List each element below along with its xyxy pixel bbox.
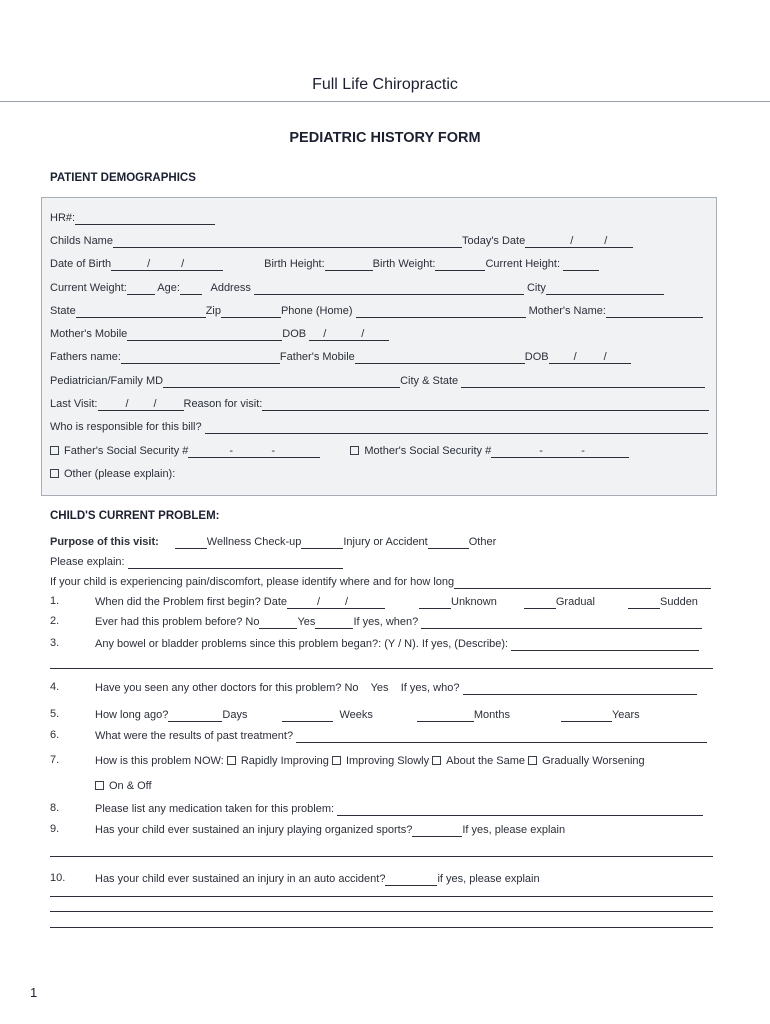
gradual-label: Gradual xyxy=(555,596,595,608)
q5-row xyxy=(95,708,640,722)
q2-no-field[interactable] xyxy=(259,617,297,629)
q7-row-2 xyxy=(95,779,152,793)
months-field[interactable] xyxy=(417,710,474,722)
address-field[interactable] xyxy=(254,283,524,295)
form-title: PEDIATRIC HISTORY FORM xyxy=(289,130,481,146)
q4-number: 4. xyxy=(50,681,60,693)
fathers-ssn-label: Father's Social Security # xyxy=(64,445,189,457)
mothers-mobile-field[interactable] xyxy=(127,329,282,341)
birth-row xyxy=(50,257,599,271)
unknown-field[interactable] xyxy=(419,597,451,609)
other-purpose-label: Other xyxy=(468,536,497,548)
q6-number: 6. xyxy=(50,729,60,741)
hr-row xyxy=(50,211,215,225)
about-same-checkbox[interactable] xyxy=(432,756,441,765)
age-label: Age: xyxy=(157,282,180,294)
months-label: Months xyxy=(473,709,510,721)
improving-slowly-label: Improving Slowly xyxy=(345,755,430,767)
rapidly-improving-checkbox[interactable] xyxy=(227,756,236,765)
q7-label: How is this problem NOW: xyxy=(95,755,224,767)
city-state-label: City & State xyxy=(400,375,459,387)
q7-row xyxy=(95,754,645,768)
improving-slowly-checkbox[interactable] xyxy=(332,756,341,765)
other-label: Other (please explain): xyxy=(64,468,176,480)
state-field[interactable] xyxy=(76,306,206,318)
q9-extra-line[interactable] xyxy=(50,856,713,857)
purpose-row xyxy=(50,535,496,549)
mothers-ssn-label: Mother's Social Security # xyxy=(364,445,492,457)
last-visit-label: Last Visit: xyxy=(50,398,98,410)
current-weight-field[interactable] xyxy=(127,283,155,295)
weeks-field[interactable] xyxy=(282,710,333,722)
other-purpose-field[interactable] xyxy=(428,537,469,549)
pediatrician-field[interactable] xyxy=(163,376,400,388)
problem-heading: CHILD'S CURRENT PROBLEM: xyxy=(50,510,220,522)
years-label: Years xyxy=(611,709,640,721)
city-field[interactable] xyxy=(546,283,664,295)
q5-number: 5. xyxy=(50,708,60,720)
gradually-worsening-checkbox[interactable] xyxy=(528,756,537,765)
pain-row xyxy=(50,575,711,589)
dob-field[interactable]: / / xyxy=(111,259,223,271)
other-checkbox[interactable] xyxy=(50,469,59,478)
responsible-field[interactable] xyxy=(205,422,708,434)
fathers-ssn-field[interactable]: - - xyxy=(188,446,320,458)
phone-home-label: Phone (Home) xyxy=(280,305,353,317)
zip-label: Zip xyxy=(205,305,221,317)
pain-label: If your child is experiencing pain/discomfort, please identify where and for how long xyxy=(50,576,455,588)
q3-extra-line[interactable] xyxy=(50,668,713,669)
responsible-label: Who is responsible for this bill? xyxy=(50,421,202,433)
q10-label: Has your child ever sustained an injury in an auto accident? xyxy=(95,873,386,885)
q4-row xyxy=(95,681,697,695)
gradual-field[interactable] xyxy=(524,597,556,609)
q4-label: Have you seen any other doctors for this problem? No xyxy=(95,682,359,694)
q3-field[interactable] xyxy=(511,639,699,651)
q4-yes-label: Yes xyxy=(370,682,389,694)
phone-home-field[interactable] xyxy=(356,306,526,318)
about-same-label: About the Same xyxy=(446,755,526,767)
q5-label: How long ago? xyxy=(95,709,169,721)
current-height-label: Current Height: xyxy=(485,258,561,270)
q8-number: 8. xyxy=(50,802,60,814)
q2-yes-field[interactable] xyxy=(315,617,353,629)
q6-field[interactable] xyxy=(296,731,707,743)
last-visit-field[interactable]: / / xyxy=(98,399,184,411)
days-field[interactable] xyxy=(168,710,222,722)
q1-label: When did the Problem first begin? Date xyxy=(95,596,287,608)
birth-weight-field[interactable] xyxy=(435,259,485,271)
q10-row xyxy=(95,872,540,886)
todays-date-field[interactable]: / / xyxy=(525,236,633,248)
gradually-worsening-label: Gradually Worsening xyxy=(542,755,645,767)
q4-who-field[interactable] xyxy=(463,683,697,695)
sudden-field[interactable] xyxy=(628,597,660,609)
childs-name-row xyxy=(50,234,633,248)
pediatrician-row xyxy=(50,374,705,388)
injury-field[interactable] xyxy=(301,537,343,549)
wellness-field[interactable] xyxy=(175,537,207,549)
last-visit-row xyxy=(50,397,709,411)
mothers-name-label: Mother's Name: xyxy=(528,305,606,317)
mother-dob-field[interactable]: / / xyxy=(309,329,389,341)
q10-explain-label: if yes, please explain xyxy=(437,873,540,885)
father-dob-label: DOB xyxy=(524,351,549,363)
q10-line-3[interactable] xyxy=(50,927,713,928)
page-number: 1 xyxy=(30,985,38,1000)
q2-when-label: If yes, when? xyxy=(353,616,419,628)
header-divider xyxy=(0,101,770,102)
fathers-name-field[interactable] xyxy=(121,352,280,364)
q1-row xyxy=(95,595,698,609)
pain-field[interactable] xyxy=(454,577,711,589)
age-field[interactable] xyxy=(180,283,202,295)
mother-dob-label: DOB xyxy=(282,328,307,340)
q3-row xyxy=(95,637,699,651)
state-label: State xyxy=(50,305,76,317)
mothers-ssn-field[interactable]: - - xyxy=(491,446,629,458)
hr-label: HR#: xyxy=(50,212,76,224)
q9-row xyxy=(95,823,565,837)
q4-who-label: If yes, who? xyxy=(400,682,460,694)
city-label: City xyxy=(526,282,546,294)
reason-label: Reason for visit: xyxy=(183,398,263,410)
mothers-mobile-label: Mother's Mobile xyxy=(50,328,128,340)
birth-weight-label: Birth Weight: xyxy=(372,258,436,270)
address-label: Address xyxy=(210,282,251,294)
demographics-heading: PATIENT DEMOGRAPHICS xyxy=(50,172,196,184)
wellness-label: Wellness Check-up xyxy=(206,536,302,548)
please-explain-label: Please explain: xyxy=(50,556,125,568)
q9-explain-label: If yes, please explain xyxy=(462,824,566,836)
sudden-label: Sudden xyxy=(660,596,698,608)
birth-height-field[interactable] xyxy=(325,259,373,271)
other-row xyxy=(50,467,175,481)
q9-field[interactable] xyxy=(412,825,462,837)
please-explain-field[interactable] xyxy=(128,557,343,569)
q2-yes-label: Yes xyxy=(297,616,316,628)
q10-line-1[interactable] xyxy=(50,896,713,897)
q10-number: 10. xyxy=(50,872,66,884)
days-label: Days xyxy=(222,709,248,721)
birth-height-label: Birth Height: xyxy=(264,258,325,270)
unknown-label: Unknown xyxy=(451,596,497,608)
years-field[interactable] xyxy=(561,710,612,722)
on-off-label: On & Off xyxy=(109,780,152,792)
weeks-label: Weeks xyxy=(339,709,373,721)
fathers-mobile-field[interactable] xyxy=(355,352,525,364)
q3-label: Any bowel or bladder problems since this problem began?: (Y / N). If yes, (Describe): xyxy=(95,638,509,650)
q6-label: What were the results of past treatment? xyxy=(95,730,294,742)
father-dob-field[interactable]: / / xyxy=(549,352,631,364)
pediatrician-label: Pediatrician/Family MD xyxy=(50,375,164,387)
on-off-checkbox[interactable] xyxy=(95,781,104,790)
q10-line-2[interactable] xyxy=(50,911,713,912)
state-row xyxy=(50,304,703,318)
q10-field[interactable] xyxy=(385,874,437,886)
rapidly-improving-label: Rapidly Improving xyxy=(240,755,329,767)
current-height-field[interactable] xyxy=(563,259,599,271)
q8-label: Please list any medication taken for this problem: xyxy=(95,803,335,815)
clinic-name: Full Life Chiropractic xyxy=(312,76,458,93)
zip-field[interactable] xyxy=(221,306,281,318)
childs-name-field[interactable] xyxy=(113,236,462,248)
purpose-label: Purpose of this visit: xyxy=(50,536,159,548)
reason-field[interactable] xyxy=(262,399,709,411)
please-explain-row xyxy=(50,555,343,569)
q2-label: Ever had this problem before? No xyxy=(95,616,260,628)
q8-field[interactable] xyxy=(337,804,703,816)
mothers-name-field[interactable] xyxy=(606,306,703,318)
q9-label: Has your child ever sustained an injury playing organized sports? xyxy=(95,824,413,836)
q2-row xyxy=(95,615,702,629)
q3-number: 3. xyxy=(50,637,60,649)
injury-label: Injury or Accident xyxy=(343,536,428,548)
weight-row xyxy=(50,281,664,295)
q6-row xyxy=(95,729,707,743)
fathers-row xyxy=(50,350,631,364)
fathers-name-label: Fathers name: xyxy=(50,351,121,363)
city-state-field[interactable] xyxy=(461,376,705,388)
mothers-mobile-row xyxy=(50,327,389,341)
q1-date-field[interactable]: / / xyxy=(287,597,385,609)
q2-number: 2. xyxy=(50,615,60,627)
dob-label: Date of Birth xyxy=(50,258,112,270)
q2-when-field[interactable] xyxy=(421,617,702,629)
ssn-row xyxy=(50,444,629,458)
current-weight-label: Current Weight: xyxy=(50,282,127,294)
q8-row xyxy=(95,802,703,816)
childs-name-label: Childs Name xyxy=(50,235,113,247)
responsible-row xyxy=(50,420,708,434)
q7-number: 7. xyxy=(50,754,60,766)
hr-field[interactable] xyxy=(75,213,215,225)
fathers-ssn-checkbox[interactable] xyxy=(50,446,59,455)
todays-date-label: Today's Date xyxy=(461,235,526,247)
q1-number: 1. xyxy=(50,595,60,607)
q9-number: 9. xyxy=(50,823,60,835)
mothers-ssn-checkbox[interactable] xyxy=(350,446,359,455)
fathers-mobile-label: Father's Mobile xyxy=(279,351,355,363)
